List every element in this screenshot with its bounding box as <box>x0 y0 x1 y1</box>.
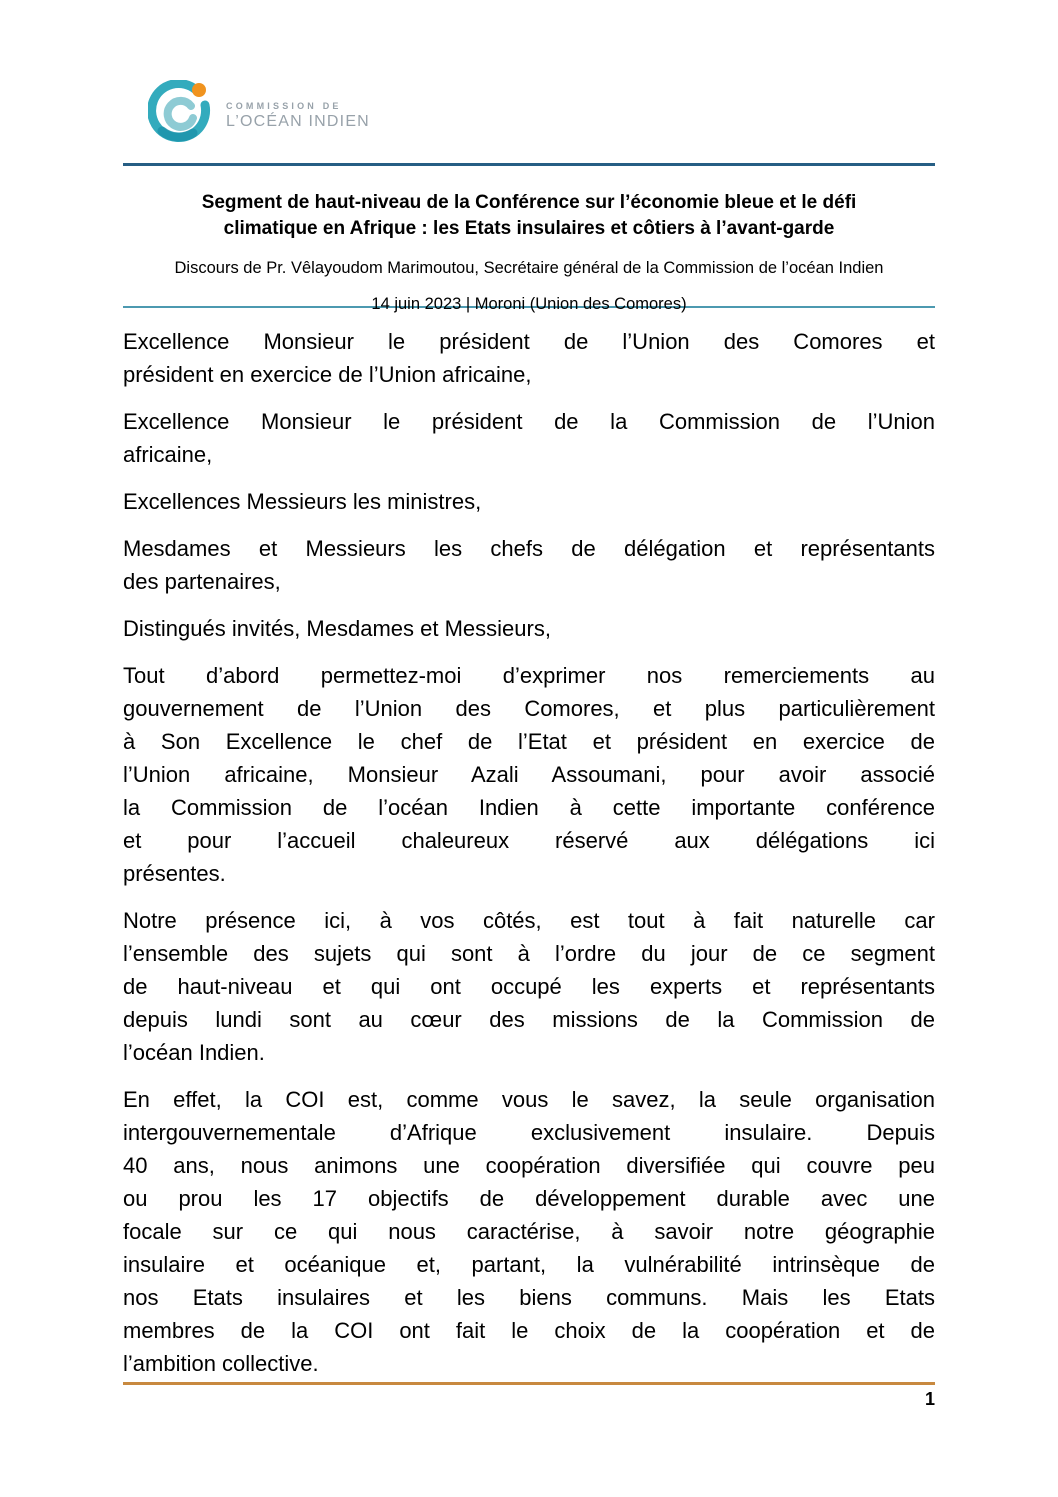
paragraph <box>123 532 935 598</box>
paragraph-line: l’Union africaine, Monsieur Azali Assoumani, pour avoir associé <box>123 762 935 787</box>
paragraph-line: la Commission de l’océan Indien à cette importante conférence <box>123 795 935 820</box>
paragraph-line: président en exercice de l’Union africaine, <box>123 362 532 387</box>
paragraph <box>123 659 935 890</box>
paragraph-line: l’ensemble des sujets qui sont à l’ordre du jour de ce segment <box>123 941 935 966</box>
paragraph-line: Notre présence ici, à vos côtés, est tout à fait naturelle car <box>123 908 935 933</box>
speech-body <box>123 325 935 1394</box>
paragraph-line: africaine, <box>123 442 213 467</box>
paragraph <box>123 612 935 645</box>
paragraph-line: Distingués invités, Mesdames et Messieurs, <box>123 616 551 641</box>
paragraph-line: Mesdames et Messieurs les chefs de délégation et représentants <box>123 536 935 561</box>
document-title-line1: Segment de haut-niveau de la Conférence sur l’économie bleue et le défi <box>201 192 857 213</box>
paragraph <box>123 904 935 1069</box>
paragraph-line: insulaire et océanique et, partant, la vulnérabilité intrinsèque de <box>123 1252 935 1277</box>
paragraph-line: 40 ans, nous animons une coopération diversifiée qui couvre peu <box>123 1153 935 1178</box>
paragraph-line: Excellence Monsieur le président de l’Union des Comores et <box>123 329 935 354</box>
paragraph-line: l’océan Indien. <box>123 1040 265 1065</box>
paragraph-line: intergouvernementale d’Afrique exclusivement insulaire. Depuis <box>123 1120 935 1145</box>
paragraph <box>123 485 935 518</box>
logo-org-name <box>226 101 370 131</box>
footer-rule <box>123 1382 935 1385</box>
header-rule-top <box>123 163 935 166</box>
paragraph-line: des partenaires, <box>123 569 281 594</box>
paragraph-line: depuis lundi sont au cœur des missions de la Commission de <box>123 1007 935 1032</box>
logo-org-line1: COMMISSION DE <box>226 101 342 111</box>
paragraph-line: Excellences Messieurs les ministres, <box>123 489 482 514</box>
paragraph-line: à Son Excellence le chef de l’Etat et président en exercice de <box>123 729 935 754</box>
paragraph-line: En effet, la COI est, comme vous le savez, la seule organisation <box>123 1087 935 1112</box>
paragraph-line: Excellence Monsieur le président de la Commission de l’Union <box>123 409 935 434</box>
paragraph <box>123 325 935 391</box>
paragraph-line: et pour l’accueil chaleureux réservé aux délégations ici <box>123 828 935 853</box>
coi-swirl-icon <box>148 80 212 144</box>
logo-orange-dot <box>192 83 206 97</box>
document-subtitle: Discours de Pr. Vêlayoudom Marimoutou, Secrétaire général de la Commission de l’océan Indien <box>174 259 884 277</box>
coi-logo <box>148 80 370 144</box>
page-number: 1 <box>924 1389 935 1409</box>
paragraph-line: gouvernement de l’Union des Comores, et plus particulièrement <box>123 696 935 721</box>
paragraph-line: de haut-niveau et qui ont occupé les experts et représentants <box>123 974 935 999</box>
paragraph <box>123 405 935 471</box>
paragraph-line: membres de la COI ont fait le choix de la coopération et de <box>123 1318 935 1343</box>
paragraph-line: présentes. <box>123 861 226 886</box>
document-title <box>123 190 935 242</box>
paragraph <box>123 1083 935 1380</box>
document-title-line2: climatique en Afrique : les Etats insulaires et côtiers à l’avant-garde <box>223 218 835 239</box>
paragraph-line: focale sur ce qui nous caractérise, à savoir notre géographie <box>123 1219 935 1244</box>
paragraph-line: nos Etats insulaires et les biens communs. Mais les Etats <box>123 1285 935 1310</box>
document-header <box>123 190 935 314</box>
paragraph-line: Tout d’abord permettez-moi d’exprimer nos remerciements au <box>123 663 935 688</box>
paragraph-line: ou prou les 17 objectifs de développement durable avec une <box>123 1186 935 1211</box>
paragraph-line: l’ambition collective. <box>123 1351 319 1376</box>
document-dateline: 14 juin 2023 | Moroni (Union des Comores) <box>371 295 687 313</box>
logo-org-line2: L’OCÉAN INDIEN <box>226 113 370 130</box>
